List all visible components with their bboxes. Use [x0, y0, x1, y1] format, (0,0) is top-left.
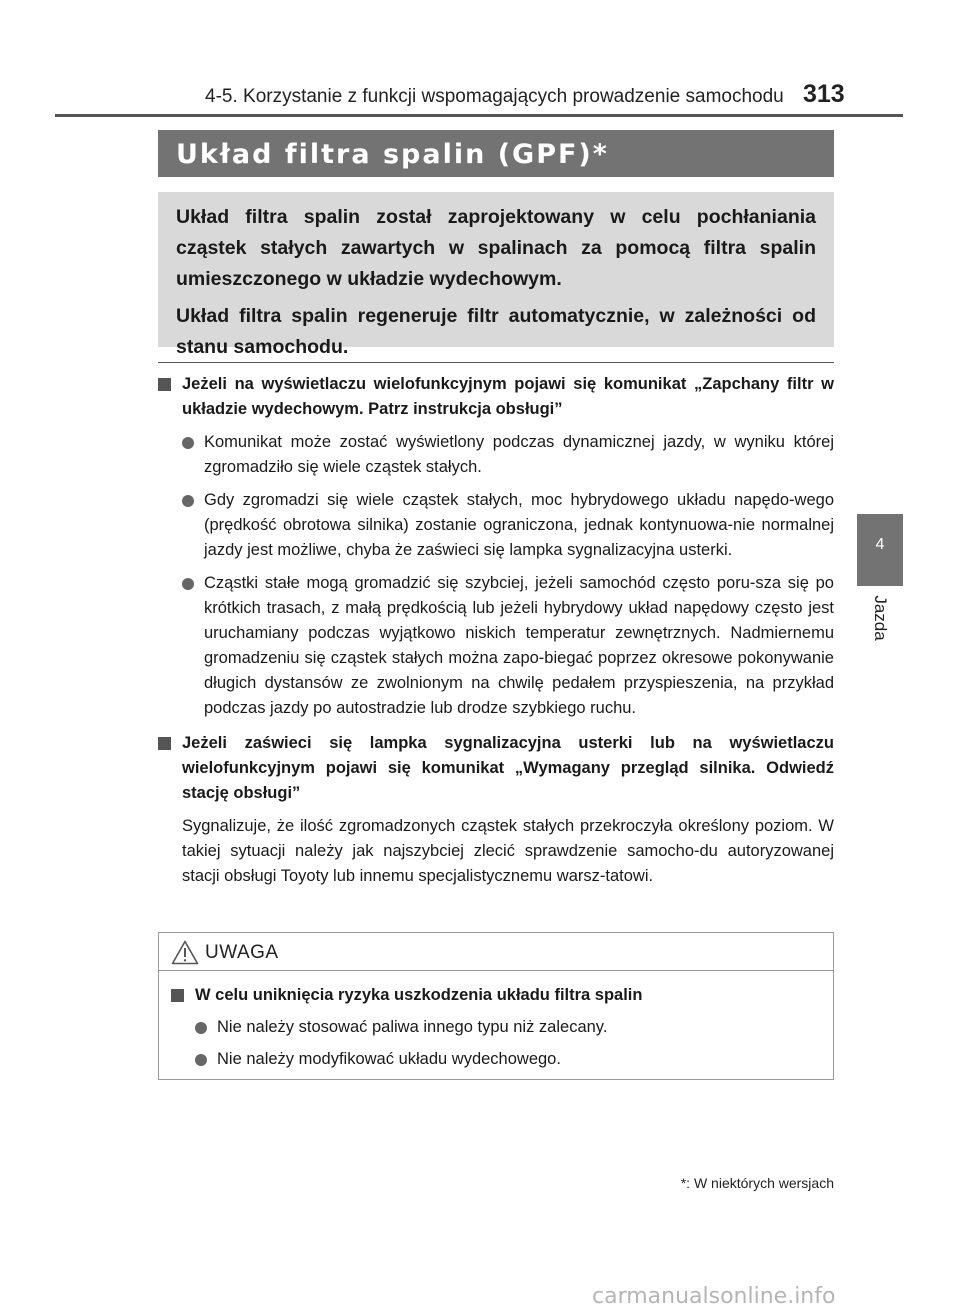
- circle-bullet-icon: [182, 437, 194, 449]
- warning-header: [159, 933, 833, 971]
- square-bullet-icon: [158, 378, 171, 391]
- section-heading: [158, 731, 834, 806]
- intro-paragraph: Układ filtra spalin regeneruje filtr automatycznie, w zależności od stanu samochodu.: [176, 305, 816, 358]
- warning-box: [158, 932, 834, 1080]
- intro-paragraph: Układ filtra spalin został zaprojektowany w celu pochłaniania cząstek stałych zawartych w spalinach za pomocą filtra spalin umieszczonego w układzie wydechowym.: [176, 206, 816, 290]
- circle-bullet-icon: [182, 495, 194, 507]
- intro-box: [158, 192, 834, 358]
- main-content: [158, 372, 834, 889]
- circle-bullet-icon: [182, 578, 194, 590]
- section-heading-text: Jeżeli na wyświetlaczu wielofunkcyjnym pojawi się komunikat „Zapchany filtr w układzie wydechowym. Patrz instrukcja obsługi”: [182, 375, 834, 418]
- header-divider: [55, 114, 903, 117]
- circle-bullet-icon: [195, 1022, 207, 1034]
- list-item-text: Nie należy stosować paliwa innego typu niż zalecany.: [217, 1018, 608, 1036]
- list-item: [171, 1015, 823, 1040]
- chapter-label: [869, 593, 891, 643]
- title-bar: [158, 130, 834, 177]
- circle-bullet-icon: [195, 1054, 207, 1066]
- square-bullet-icon: [158, 737, 171, 750]
- warning-label: UWAGA: [205, 942, 279, 963]
- chapter-label-text: Jazda: [871, 595, 890, 641]
- list-item-text: Komunikat może zostać wyświetlony podczas dynamicznej jazdy, w wyniku której zgromadziło się wiele cząstek stałych.: [204, 433, 834, 476]
- square-bullet-icon: [171, 989, 184, 1002]
- section-paragraph: Sygnalizuje, że ilość zgromadzonych cząstek stałych przekroczyła określony poziom. W takiej sytuacji należy jak najszybciej zlecić sprawdzenie samocho-du autoryzowanej stacji obsługi Toyoty lub innemu specjalistycznemu warsz-tatowi.: [182, 817, 834, 885]
- chapter-number: 4: [875, 536, 885, 553]
- list-item: [158, 571, 834, 721]
- warning-heading-text: W celu uniknięcia ryzyka uszkodzenia układu filtra spalin: [195, 986, 643, 1004]
- section-heading-text: Jeżeli zaświeci się lampka sygnalizacyjna usterki lub na wyświetlaczu wielofunkcyjnym pojawi się komunikat „Wymagany przegląd silnika. Odwiedź stację obsługi”: [182, 734, 834, 802]
- footnote: *: W niektórych wersjach: [680, 1175, 834, 1191]
- section-heading: [158, 372, 834, 422]
- chapter-tab: [857, 514, 903, 586]
- page-title: Układ filtra spalin (GPF)*: [176, 139, 609, 170]
- warning-body: [159, 971, 833, 1072]
- section-divider: [158, 362, 834, 363]
- list-item: [158, 430, 834, 480]
- warning-heading: [171, 983, 823, 1008]
- list-item-text: Cząstki stałe mogą gromadzić się szybciej, jeżeli samochód często poru-sza się po krótkich trasach, z małą prędkością lub jeżeli hybrydowy układ napędowy często jest uruchamiany podczas wyjątkowo niskich temperatur zewnętrznych. Nadmiernemu gromadzeniu się cząstek stałych można zapo-biegać poprzez okresowe pokonywanie długich dystansów ze zwolnionym na chwilę pedałem przyspieszenia, na przykład podczas jazdy po autostradzie lub drodze szybkiego ruchu.: [204, 574, 834, 717]
- list-item-text: Gdy zgromadzi się wiele cząstek stałych, moc hybrydowego układu napędo-wego (prędkość obrotowa silnika) zostanie ograniczona, jednak kontynuowa-nie normalnej jazdy jest możliwe, chyba że zaświeci się lampka sygnalizacyjna usterki.: [204, 491, 834, 559]
- watermark: carmanualsonline.info: [592, 1284, 836, 1309]
- header-section-title: 4-5. Korzystanie z funkcji wspomagających prowadzenie samochodu: [205, 86, 784, 107]
- list-item-text: Nie należy modyfikować układu wydechowego.: [217, 1050, 561, 1068]
- list-item: [171, 1047, 823, 1072]
- list-item: [158, 488, 834, 563]
- page-number: 313: [803, 80, 845, 108]
- warning-triangle-icon: [171, 940, 199, 965]
